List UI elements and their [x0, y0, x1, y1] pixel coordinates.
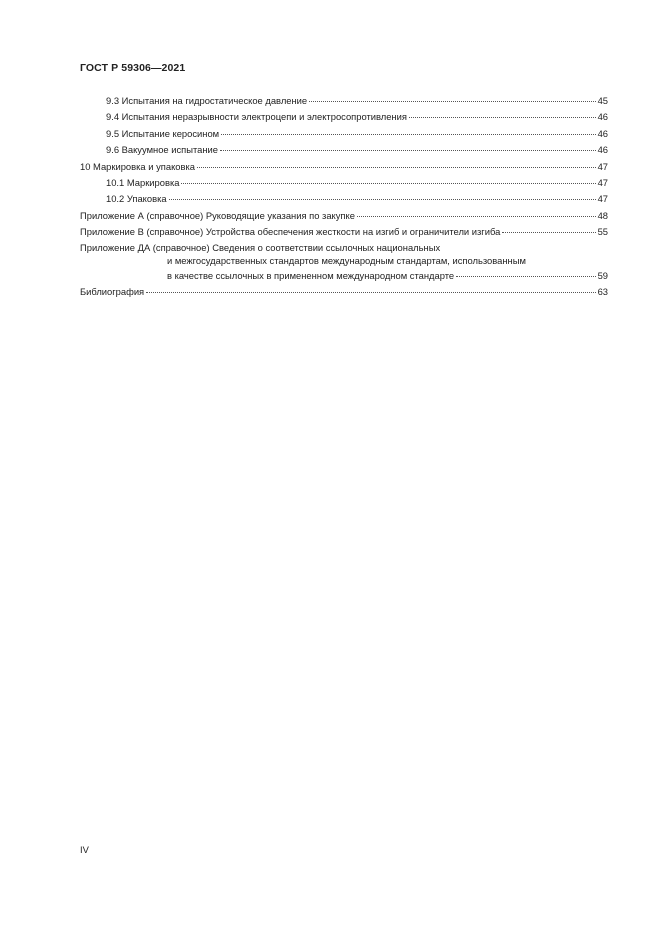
dot-leader — [409, 116, 596, 118]
toc-entry-page: 46 — [597, 127, 608, 139]
toc-entry-bibliography[interactable] — [80, 284, 608, 300]
toc-entry-title-line — [80, 268, 608, 284]
toc-entry-title: Приложение А (справочное) Руководящие указания по закупке — [80, 209, 355, 221]
toc-entry-page: 46 — [597, 111, 608, 123]
document-header: ГОСТ Р 59306—2021 — [80, 62, 186, 74]
toc-entry-page: 46 — [597, 144, 608, 156]
dot-leader — [502, 231, 595, 233]
toc-entry-page: 45 — [597, 95, 608, 106]
dot-leader — [220, 149, 596, 151]
toc-entry-title: 9.6 Вакуумное испытание — [106, 144, 219, 156]
toc-entry-page: 47 — [597, 193, 608, 205]
toc-entry-9-3[interactable] — [80, 93, 608, 109]
toc-entry-page: 59 — [597, 269, 608, 281]
toc-entry-page: 48 — [597, 209, 608, 221]
toc-entry-title: 9.4 Испытания неразрывности электроцепи и электросопротивления — [106, 111, 407, 123]
toc-entry-appendix-a[interactable] — [80, 208, 608, 224]
toc-entry-title-line — [80, 241, 608, 255]
dot-leader — [146, 291, 595, 293]
toc-entry-title: 9.3 Испытания на гидростатическое давление — [106, 95, 308, 106]
toc-entry-9-4[interactable] — [80, 109, 608, 125]
toc-entry-title: Приложение ДА (справочное) Сведения о соответствии ссылочных национальных — [80, 241, 441, 253]
toc-entry-title: Приложение В (справочное) Устройства обеспечения жесткости на изгиб и ограничители изгиба — [80, 226, 501, 238]
toc-entry-page: 55 — [597, 226, 608, 238]
toc-entry-9-5[interactable] — [80, 126, 608, 142]
toc-entry-title: 10.2 Упаковка — [106, 193, 167, 205]
dot-leader — [181, 182, 595, 184]
toc-entry-title: Библиография — [80, 286, 145, 298]
toc-entry-10[interactable] — [80, 159, 608, 175]
toc-entry-10-1[interactable] — [80, 175, 608, 191]
toc-entry-10-2[interactable] — [80, 191, 608, 207]
toc-entry-title-line — [80, 254, 608, 268]
dot-leader — [309, 100, 595, 102]
dot-leader — [357, 215, 596, 217]
table-of-contents — [80, 93, 608, 301]
toc-entry-title: 9.5 Испытание керосином — [106, 127, 220, 139]
toc-entry-title: 10 Маркировка и упаковка — [80, 160, 195, 172]
toc-entry-page: 47 — [597, 160, 608, 172]
dot-leader — [169, 198, 596, 200]
toc-entry-title: и межгосударственных стандартов международным стандартам, использованным — [167, 255, 526, 267]
dot-leader — [197, 166, 596, 168]
toc-entry-appendix-da[interactable] — [80, 241, 608, 285]
toc-entry-appendix-b[interactable] — [80, 224, 608, 240]
toc-entry-page: 63 — [597, 286, 608, 298]
toc-entry-page: 47 — [597, 177, 608, 189]
toc-entry-9-6[interactable] — [80, 142, 608, 158]
toc-entry-title: 10.1 Маркировка — [106, 177, 180, 189]
dot-leader — [221, 133, 595, 135]
dot-leader — [456, 275, 595, 277]
page-number: IV — [80, 844, 89, 855]
toc-entry-title: в качестве ссылочных в примененном международном стандарте — [167, 269, 455, 281]
